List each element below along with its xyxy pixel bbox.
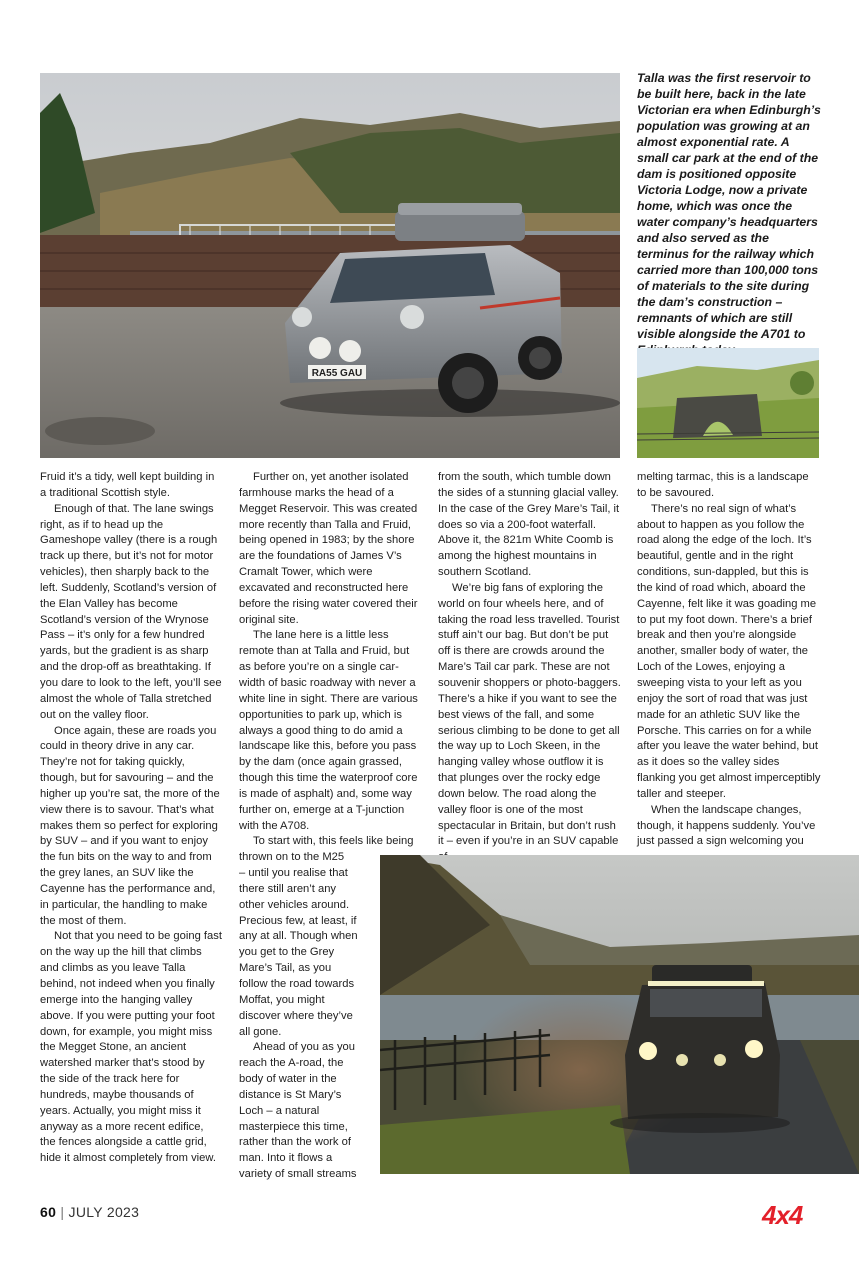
- paragraph: Not that you need to be going fast on the way up the hill that climbs and climbs as you leave Talla behind, not indeed when you finally emerge into the hanging valley above. If you were putting your foot down, for example, you might miss the Megget Stone, an ancient watershed marker that’s stood by the side of the track here for hundreds, maybe thousands of years. Actually, you might miss it anyway as a more recent edifice, the fences alongside a cattle grid, hide it almost completely from view.: [40, 930, 222, 1165]
- paragraph: To start with, this feels like being thrown on to the M25: [239, 835, 414, 864]
- paragraph: Further on, yet another isolated farmhouse marks the head of a Megget Reservoir. This was created more recently than Talla and Fruid, being opened in 1983; by the shore are the foundations of James V’s Cramalt Tower, which were excavated and reconstructed here before the rising water covered their original site.: [239, 471, 418, 626]
- paragraph: The lane here is a little less remote than at Talla and Fruid, but as before you’re on a single car-width of basic roadway with never a white line in sight. There are various opportunities to park up, which is always a good thing to do amid a landscape like this, before you pass by the dam (once again grassed, though this time the waterproof core is made of asphalt) and, some way further on, emerge at a T-junction with the A708.: [239, 629, 418, 832]
- paragraph: Fruid it’s a tidy, well kept building in a traditional Scottish style.: [40, 471, 215, 499]
- paragraph: When the landscape changes, though, it happens suddenly. You’ve just passed a sign welcoming you: [637, 803, 816, 848]
- magazine-logo: 4x4: [762, 1200, 803, 1230]
- page-number: 60: [40, 1204, 57, 1220]
- paragraph: There’s no real sign of what’s about to happen as you follow the road along the edge of the loch. It’s beautiful, gentle and in the right conditions, sun-dappled, but this is the kind of road which, aboard the Cayenne, felt like it was goading me to put my foot down. There’s a brief break and then you’re alongside another, smaller body of water, the Loch of the Lowes, enjoying a sweeping vista to your left as you enjoy the sort of road that was just made for an athletic SUV like the Porsche. This carries on for a while after you leave the water behind, but as it does so the valley sides flanking you get almost imperceptibly taller and steeper.: [637, 502, 821, 800]
- paragraph: We’re big fans of exploring the world on four wheels here, and of taking the road less travelled. Tourist stuff ain’t our bag. But don’t be put off is there are crowds around the Mare’s Tail car park. These are not souvenir shoppers or photo-baggers. There’s a hike if you want to see the best views of the fall, and some serious climbing to be done to get all the way up to Loch Skeen, in the hanging valley whose outflow it is that plunges over the rocky edge down below. The road along the valley floor is one of the most spectacular in Britain, but don’t rush it – even if you’re in an SUV capable: [438, 581, 621, 848]
- text-column-1: [40, 470, 222, 1167]
- text-column-4: [637, 470, 821, 850]
- paragraph: Ahead of you as you reach the A-road, the body of water in the distance is St Mary’s Loch – a natural masterpiece this time, rather than the work of man. Into it flows a variety of small streams: [239, 1041, 357, 1181]
- issue-date: JULY 2023: [68, 1204, 140, 1220]
- footer-separator: |: [60, 1204, 65, 1220]
- page-footer: [40, 1204, 139, 1220]
- paragraph: Enough of that. The lane swings right, as if to head up the Gameshope valley (there is a rough track up there, but it’s not for motor vehicles), then sharply back to the left. Suddenly, Scotland’s version of the Elan Valley has become Scotland’s version of the Wrynose Pass – it’s only for a few hundred yards, but the gradient is as sharp and the drop-off as breathtaking. If you dare to look to the left, you’ll see almost the whole of Talla stretched out on the valley floor.: [40, 502, 222, 721]
- splash-photo: [380, 855, 859, 1174]
- paragraph: melting tarmac, this is a landscape to be savoured.: [637, 471, 809, 499]
- bridge-photo: [637, 348, 819, 458]
- photo-caption: Talla was the first reservoir to be built here, back in the late Victorian era when Edinburgh’s population was growing at an almost exponential rate. A small car park at the end of the dam is positioned opposite Victoria Lodge, now a private home, which was once the water company’s headquarters and also served as the terminus for the railway which carried more than 100,000 tons of materials to the site during the dam’s construction – remnants of which are still visible alongside the A701 to: [637, 71, 821, 341]
- paragraph: – until you realise that there still aren’t any other vehicles around. Precious few, at least, if any at all. Though when you get to the Grey Mare’s Tail, as you follow the road towards Moffat, you might discover where they’ve all gone.: [239, 867, 358, 1038]
- paragraph: Once again, these are roads you could in theory drive in any car. They’re not for taking quickly, though, but for savouring – and the higher up you’re sat, the more of the view there is to savour. That’s what makes them so perfect for exploring by SUV – and if you want to enjoy the fun bits on the way to and from the grey lanes, an SUV like the Cayenne has the performance and, in particular, the handling to make the most of them.: [40, 724, 220, 927]
- main-photo: [40, 73, 620, 458]
- narrow-text-block: [239, 866, 361, 1183]
- text-column-3: [438, 470, 621, 866]
- paragraph: from the south, which tumble down the sides of a stunning glacial valley. In the case of the Grey Mare’s Tail, it does so via a 200-foot waterfall. Above it, the 821m White Coomb is among the highest mountains in southern Scotland.: [438, 471, 620, 579]
- license-plate: RA55 GAU: [311, 368, 363, 379]
